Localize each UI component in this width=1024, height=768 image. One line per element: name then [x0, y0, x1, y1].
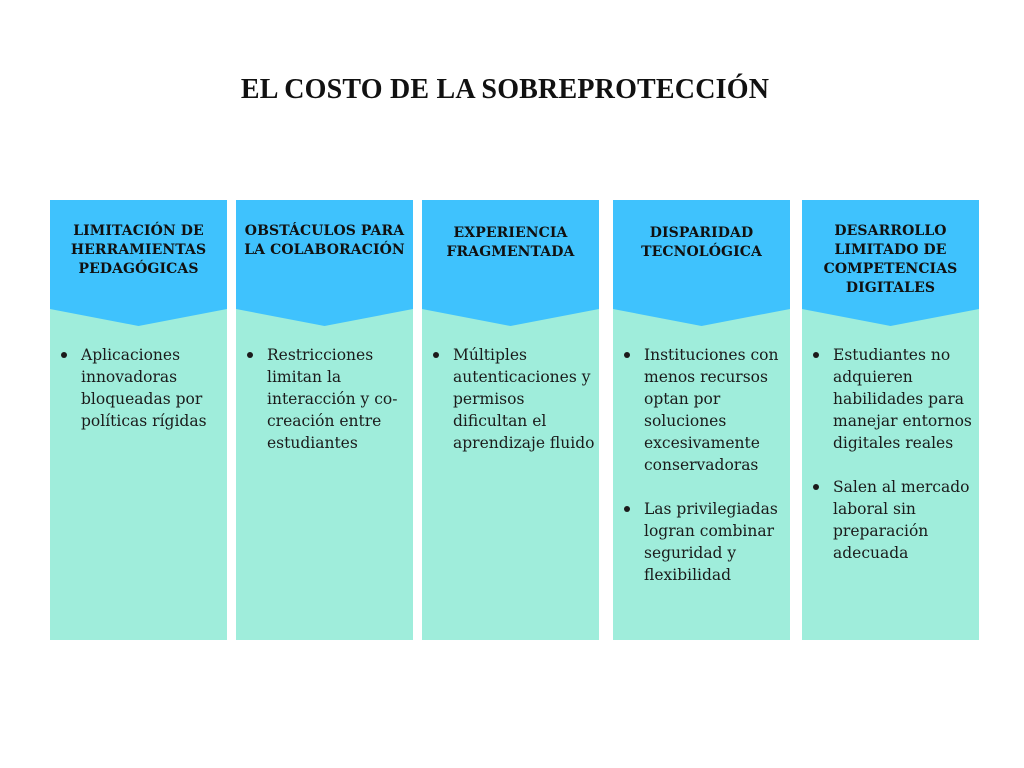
column-experiencia [422, 200, 599, 640]
bullet-text: Restricciones limitan la interacción y co-creación entre estudiantes [267, 346, 398, 452]
list-item [613, 344, 790, 476]
bullet-dot-icon [247, 352, 253, 358]
bullet-list [236, 344, 413, 476]
bullet-text: Instituciones con menos recursos optan por soluciones excesivamente conservadoras [644, 346, 779, 474]
bullet-list [50, 344, 227, 454]
column-heading: OBSTÁCULOS PARA LA COLABORACIÓN [244, 223, 405, 258]
list-item [422, 344, 599, 454]
page-title: EL COSTO DE LA SOBREPROTECCIÓN [240, 74, 770, 105]
bullet-text: Salen al mercado laboral sin preparación adecuada [833, 478, 970, 562]
column-heading: LIMITACIÓN DE HERRAMIENTAS PEDAGÓGICAS [70, 223, 207, 277]
bullet-list [422, 344, 599, 476]
bullet-list [613, 344, 790, 608]
list-item [236, 344, 413, 454]
column-header [422, 200, 599, 326]
column-header [613, 200, 790, 326]
bullet-text: Estudiantes no adquieren habilidades para manejar entornos digitales reales [833, 346, 972, 452]
list-item [802, 344, 979, 454]
bullet-dot-icon [624, 352, 630, 358]
bullet-dot-icon [433, 352, 439, 358]
column-heading: DESARROLLO LIMITADO DE COMPETENCIAS DIGITALES [823, 223, 958, 296]
column-heading: EXPERIENCIA FRAGMENTADA [446, 225, 575, 260]
list-item [613, 498, 790, 586]
bullet-list [802, 344, 979, 586]
bullet-dot-icon [813, 352, 819, 358]
bullet-text: Aplicaciones innovadoras bloqueadas por políticas rígidas [81, 346, 207, 430]
column-herramientas [50, 200, 227, 640]
bullet-text: Las privilegiadas logran combinar seguridad y flexibilidad [644, 500, 778, 584]
bullet-dot-icon [624, 506, 630, 512]
column-disparidad [613, 200, 790, 640]
column-competencias [802, 200, 979, 640]
column-header [236, 200, 413, 326]
bullet-dot-icon [61, 352, 67, 358]
column-heading: DISPARIDAD TECNOLÓGICA [641, 225, 762, 260]
bullet-dot-icon [813, 484, 819, 490]
column-colaboracion [236, 200, 413, 640]
bullet-text: Múltiples autenticaciones y permisos dificultan el aprendizaje fluido [453, 346, 595, 452]
list-item [50, 344, 227, 432]
list-item [802, 476, 979, 564]
